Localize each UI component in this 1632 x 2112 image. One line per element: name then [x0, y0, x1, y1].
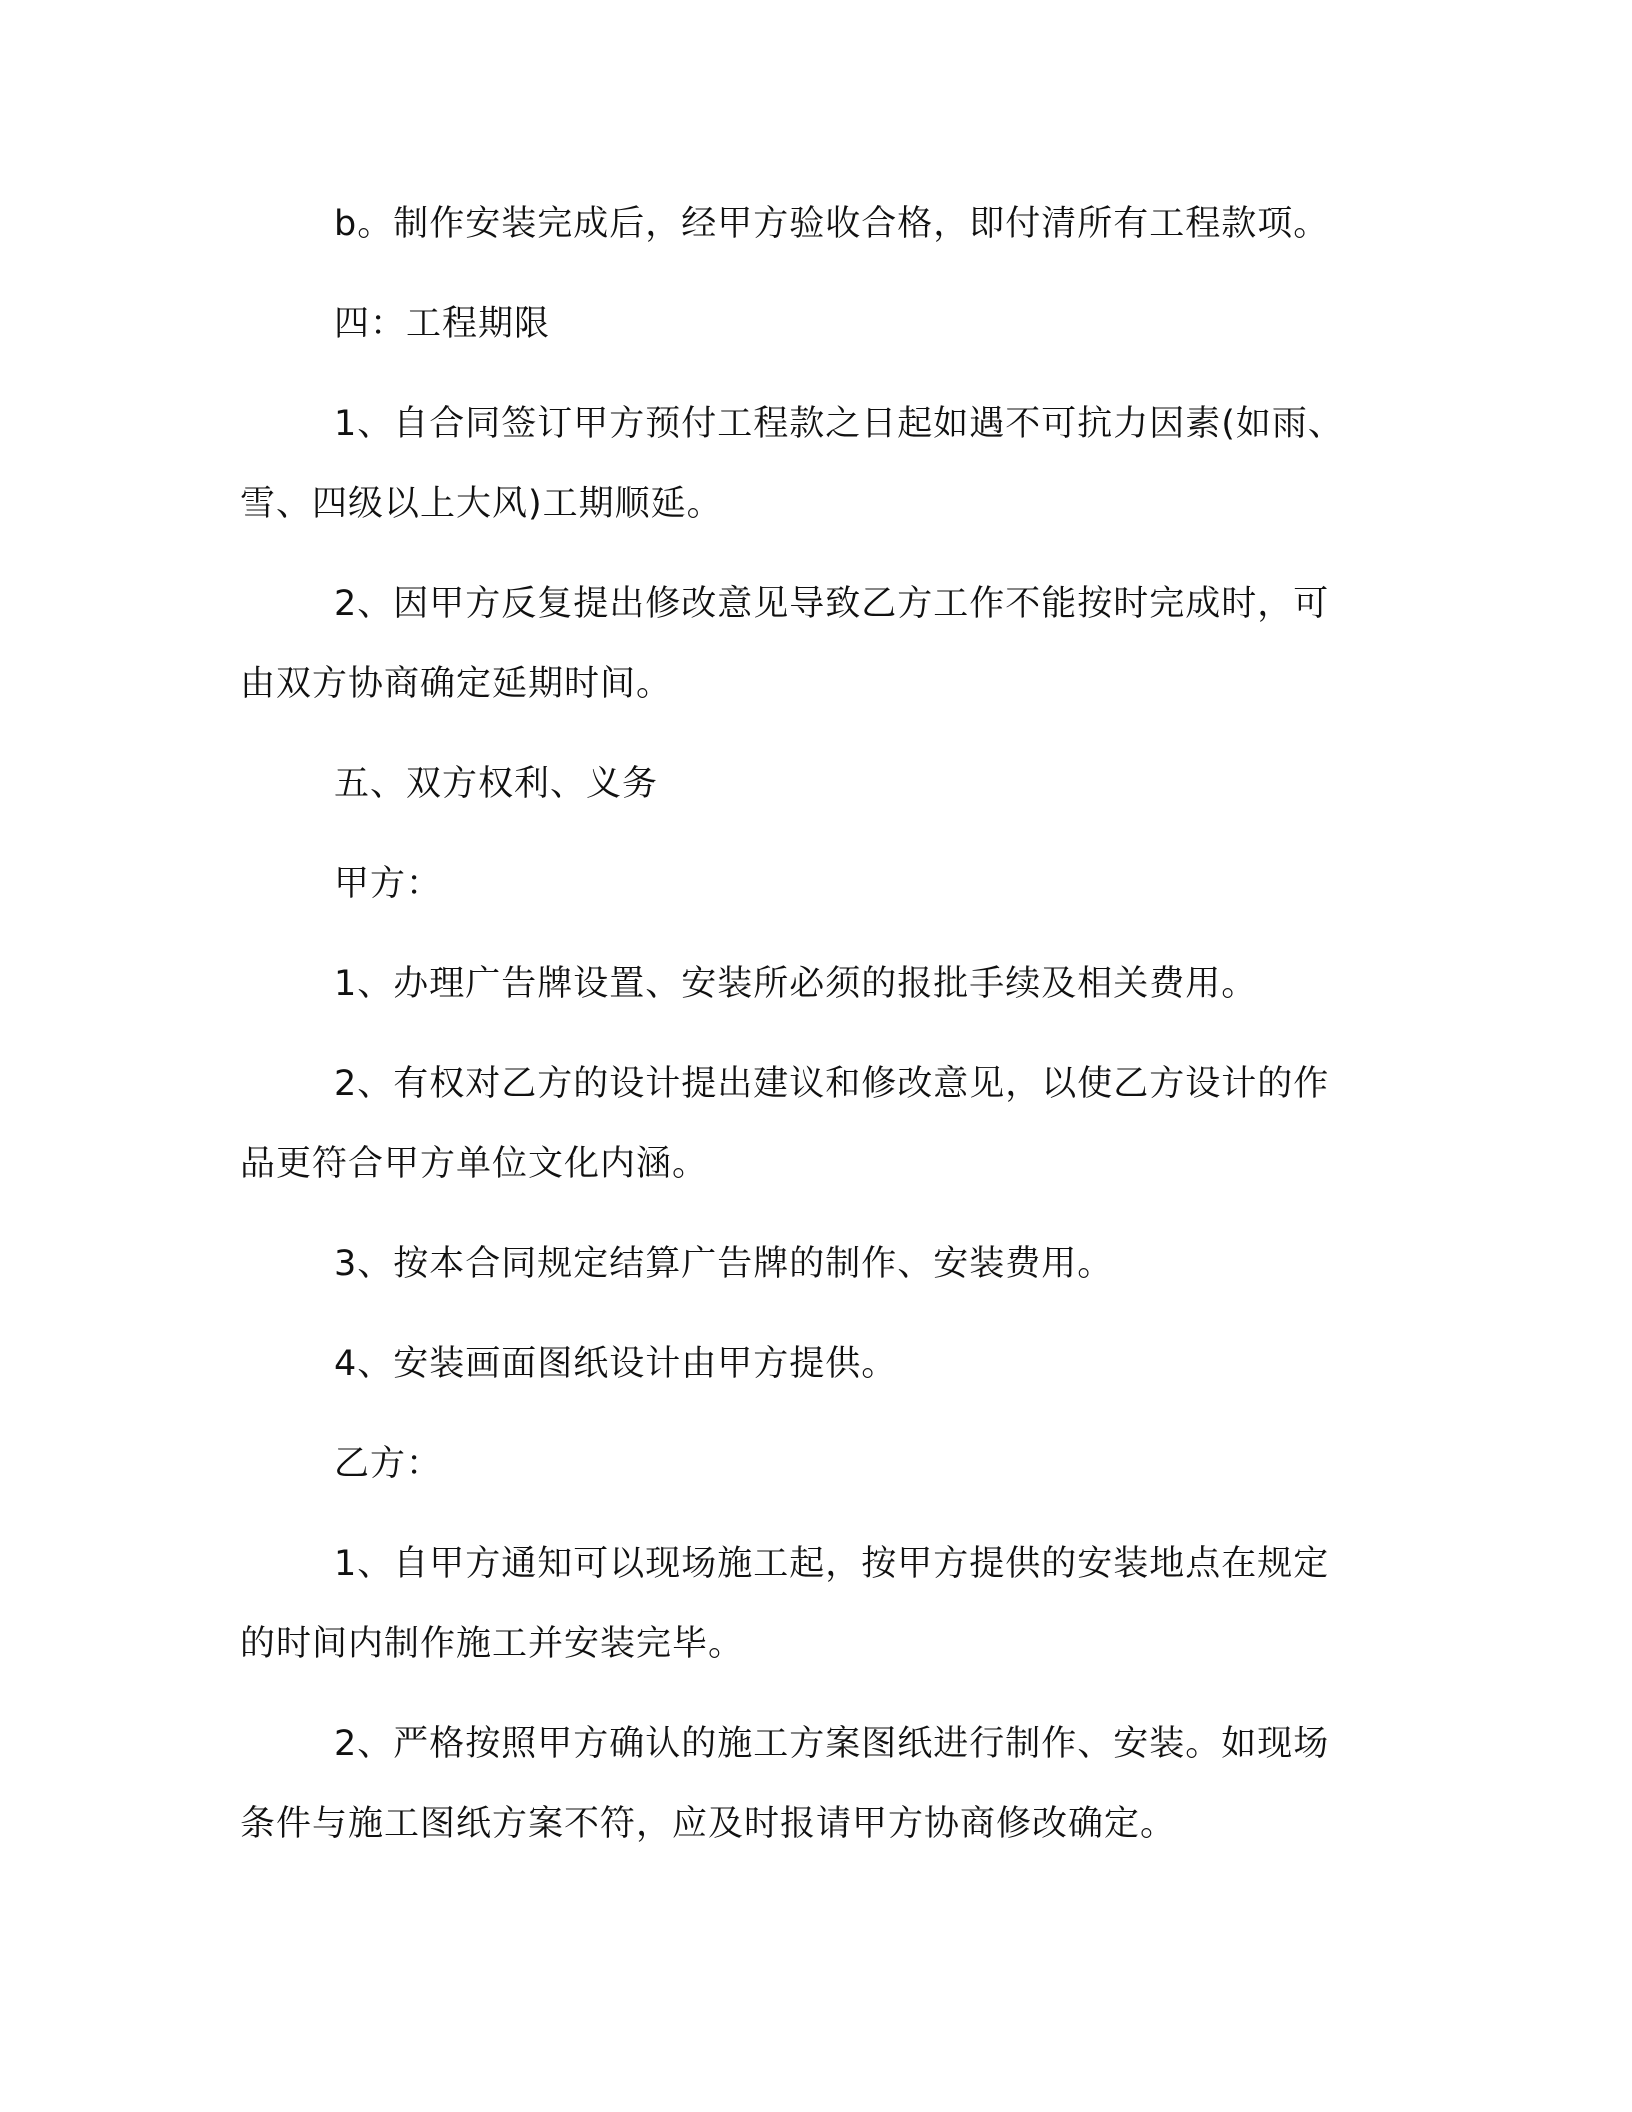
paragraph-party-a-3: 3、按本合同规定结算广告牌的制作、安装费用。 [334, 1244, 1114, 1284]
heading-party-a: 甲方： [334, 864, 443, 904]
heading-section-5-rights-obligations: 五、双方权利、义务 [334, 764, 659, 804]
paragraph-party-a-4: 4、安装画面图纸设计由甲方提供。 [334, 1344, 898, 1384]
heading-party-b: 乙方： [334, 1444, 443, 1484]
paragraph-party-a-2: 2、有权对乙方的设计提出建议和修改意见，以使乙方设计的作品更符合甲方单位文化内涵。 [240, 1064, 1330, 1184]
paragraph-period-1: 1、自合同签订甲方预付工程款之日起如遇不可抗力因素(如雨、雪、四级以上大风)工期顺延。 [240, 404, 1344, 524]
document-body [240, 184, 1360, 1884]
paragraph-party-a-1: 1、办理广告牌设置、安装所必须的报批手续及相关费用。 [334, 964, 1258, 1004]
paragraph-party-b-2: 2、严格按照甲方确认的施工方案图纸进行制作、安装。如现场条件与施工图纸方案不符，应及时报请甲方协商修改确定。 [240, 1724, 1330, 1844]
paragraph-period-2: 2、因甲方反复提出修改意见导致乙方工作不能按时完成时，可由双方协商确定延期时间。 [240, 584, 1330, 704]
paragraph-party-b-1: 1、自甲方通知可以现场施工起，按甲方提供的安装地点在规定的时间内制作施工并安装完毕。 [240, 1544, 1330, 1664]
paragraph-payment-b: b。制作安装完成后，经甲方验收合格，即付清所有工程款项。 [334, 204, 1330, 244]
heading-section-4-project-period: 四：工程期限 [334, 304, 551, 344]
